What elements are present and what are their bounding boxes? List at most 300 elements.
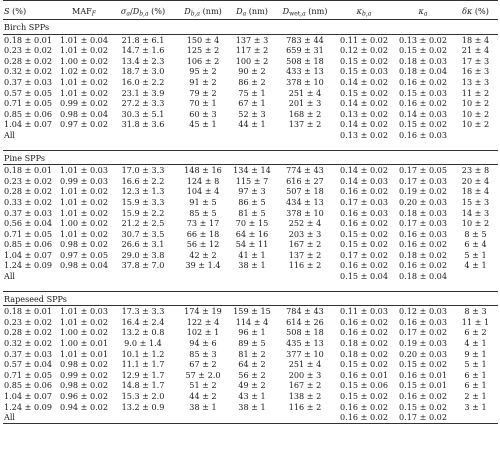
table-row: [3, 380, 498, 391]
table-cell: 29.0 ± 3.8: [121, 249, 165, 260]
table-cell: 16.6 ± 2.2: [121, 175, 165, 186]
table-cell: 86 ± 5: [238, 196, 266, 207]
table-cell: [229, 130, 275, 141]
table-cell: 6 ± 1: [464, 380, 487, 391]
table-cell: 0.28 ± 0.02: [4, 327, 52, 338]
table-cell: 17.3 ± 3.3: [121, 306, 165, 317]
table-cell: 51 ± 2: [189, 380, 217, 391]
spacer-cell: [3, 282, 498, 292]
table-cell: 1.01 ± 0.02: [60, 186, 108, 197]
table-cell: 117 ± 2: [235, 45, 269, 56]
table-cell: [59, 271, 109, 282]
table-cell: 150 ± 4: [186, 34, 220, 45]
table-row: [3, 391, 498, 402]
table-cell: 67 ± 2: [189, 359, 217, 370]
table-cell: 23 ± 8: [461, 165, 490, 176]
table-cell: 138 ± 2: [288, 391, 322, 401]
table-cell: 1.04 ± 0.07: [4, 391, 52, 401]
table-cell: 1.00 ± 0.02: [60, 55, 108, 66]
table-cell: 0.13 ± 0.02: [399, 34, 447, 45]
table-cell: 433 ± 13: [286, 66, 324, 77]
table-cell: 0.18 ± 0.03: [399, 207, 447, 218]
table-cell: 15 ± 3: [461, 196, 490, 207]
table-cell: 148 ± 16: [184, 165, 222, 176]
table-row: [3, 229, 498, 240]
table-cell: 783 ± 44: [286, 34, 324, 45]
table-cell: 27.2 ± 3.3: [121, 98, 165, 109]
table-cell: 0.14 ± 0.02: [340, 119, 388, 130]
table-cell: 0.15 ± 0.03: [340, 66, 388, 77]
table-cell: 0.17 ± 0.02: [399, 327, 447, 338]
table-cell: 14.8 ± 1.7: [121, 380, 165, 391]
table-cell: 8 ± 5: [464, 228, 487, 239]
table-cell: 0.37 ± 0.03: [4, 207, 52, 218]
table-cell: 1.04 ± 0.07: [4, 249, 52, 260]
table-cell: All: [3, 412, 59, 423]
table-cell: 0.15 ± 0.02: [340, 87, 388, 98]
table-cell: 2 ± 1: [464, 391, 487, 401]
table-cell: 0.99 ± 0.02: [60, 98, 108, 109]
table-cell: 30.3 ± 5.1: [121, 108, 165, 119]
table-cell: 167 ± 2: [288, 380, 322, 391]
table-row: [3, 119, 498, 130]
table-cell: 1.01 ± 0.02: [60, 76, 108, 87]
table-cell: 18.7 ± 3.0: [121, 66, 165, 77]
table-cell: 0.96 ± 0.02: [60, 391, 108, 401]
table-cell: 52 ± 3: [238, 108, 266, 119]
table-row: [3, 208, 498, 219]
table-cell: 21.2 ± 2.5: [121, 218, 165, 229]
table-cell: [109, 412, 177, 423]
table-cell: 100 ± 2: [235, 55, 269, 66]
table-cell: 0.16 ± 0.02: [399, 239, 447, 250]
table-cell: 0.15 ± 0.02: [399, 401, 447, 412]
table-cell: 0.16 ± 0.02: [340, 327, 388, 338]
table-cell: 57 ± 2.0: [185, 369, 221, 380]
table-cell: 13.4 ± 2.3: [121, 55, 165, 66]
table-cell: 0.13 ± 0.02: [340, 129, 388, 140]
table-cell: 507 ± 18: [286, 186, 324, 197]
table-cell: 0.14 ± 0.02: [340, 98, 388, 109]
table-cell: 6 ± 2: [464, 327, 487, 338]
table-cell: 0.16 ± 0.03: [399, 228, 447, 239]
table-row: [3, 359, 498, 370]
col-header-dwet: $D_{wet,a}$ (nm): [275, 1, 335, 20]
table-cell: 0.98 ± 0.02: [60, 359, 108, 370]
table-cell: 1.01 ± 0.02: [60, 316, 108, 327]
table-cell: 0.16 ± 0.03: [340, 207, 388, 218]
table-cell: 0.15 ± 0.02: [340, 359, 388, 370]
table-cell: [177, 412, 229, 423]
table-cell: 0.14 ± 0.03: [399, 108, 447, 119]
table-cell: 0.11 ± 0.03: [340, 306, 388, 317]
table-row: [3, 412, 498, 423]
group-title: Pine SPPs: [3, 150, 498, 165]
table-cell: 116 ± 2: [288, 401, 322, 412]
table-cell: 66 ± 18: [186, 228, 220, 239]
table-row: [3, 370, 498, 381]
table-cell: 508 ± 18: [286, 327, 324, 338]
table-cell: 44 ± 2: [189, 391, 217, 401]
table-cell: 81 ± 2: [238, 348, 266, 359]
table-cell: 10.1 ± 1.2: [121, 348, 165, 359]
table-cell: 1.00 ± 0.01: [60, 338, 108, 349]
table-cell: 26.6 ± 3.1: [121, 239, 165, 250]
table-cell: 0.13 ± 0.02: [340, 108, 388, 119]
table-cell: All: [4, 129, 16, 140]
col-header-da: $D_a$ (nm): [229, 1, 275, 20]
table-cell: 0.12 ± 0.03: [399, 306, 447, 317]
table-cell: 0.32 ± 0.02: [4, 338, 52, 349]
table-cell: 0.37 ± 0.03: [4, 76, 52, 87]
table-cell: 0.37 ± 0.03: [4, 348, 52, 359]
table-cell: 0.16 ± 0.02: [340, 186, 388, 197]
table-cell: 1.01 ± 0.02: [60, 207, 108, 218]
table-cell: 0.17 ± 0.02: [393, 412, 453, 423]
table-cell: 21 ± 4: [461, 45, 490, 56]
col-header-kappa-a: $\kappa_a$: [393, 1, 453, 20]
table-cell: 67 ± 1: [238, 98, 266, 109]
table-row: [3, 34, 498, 45]
table-cell: 86 ± 2: [238, 76, 266, 87]
table-cell: 116 ± 2: [288, 260, 322, 271]
table-cell: 90 ± 2: [238, 66, 266, 77]
table-body: [3, 20, 498, 424]
table-cell: 91 ± 5: [189, 196, 217, 207]
table-cell: 0.18 ± 0.04: [399, 271, 447, 282]
table-cell: 11.1 ± 1.7: [121, 359, 165, 370]
table-cell: 1.04 ± 0.07: [4, 119, 52, 130]
table-cell: 1.01 ± 0.03: [60, 165, 108, 176]
table-cell: [275, 412, 335, 423]
table-cell: 104 ± 4: [186, 186, 220, 197]
table-cell: 0.15 ± 0.02: [399, 359, 447, 370]
table-cell: 0.17 ± 0.05: [399, 165, 447, 176]
table-row: [3, 186, 498, 197]
table-cell: 0.16 ± 0.03: [399, 316, 447, 327]
table-cell: 0.11 ± 0.02: [340, 34, 388, 45]
table-cell: 11 ± 2: [461, 87, 490, 98]
table-cell: [453, 130, 498, 141]
table-cell: 45 ± 1: [189, 119, 217, 130]
table-cell: 64 ± 16: [235, 228, 269, 239]
table-cell: 85 ± 5: [189, 207, 217, 218]
table-cell: 16.4 ± 2.4: [121, 316, 165, 327]
table-cell: 81 ± 5: [238, 207, 266, 218]
table-cell: 30.7 ± 3.5: [121, 228, 165, 239]
table-cell: 0.16 ± 0.02: [340, 218, 388, 229]
table-cell: 134 ± 14: [233, 165, 271, 176]
table-cell: 378 ± 10: [286, 76, 324, 87]
table-cell: 8 ± 3: [464, 306, 487, 317]
table-cell: 0.19 ± 0.03: [399, 338, 447, 349]
table-cell: 0.98 ± 0.02: [60, 380, 108, 391]
col-header-sigma-ratio: $\sigma_a/D_{b,a}$ (%): [109, 1, 177, 20]
table-cell: 102 ± 1: [186, 327, 220, 338]
table-row: [3, 317, 498, 328]
table-cell: 1.01 ± 0.02: [60, 196, 108, 207]
table-cell: [453, 271, 498, 282]
table-cell: 125 ± 2: [186, 45, 220, 56]
table-cell: 0.98 ± 0.02: [60, 239, 108, 250]
table-cell: 203 ± 3: [288, 228, 322, 239]
table-cell: 0.16 ± 0.02: [340, 260, 388, 271]
table-cell: 0.57 ± 0.05: [4, 87, 52, 98]
header-row: [3, 1, 498, 20]
table-cell: 774 ± 43: [286, 165, 324, 176]
table-cell: 0.15 ± 0.02: [340, 239, 388, 250]
table-row: [3, 66, 498, 77]
table-cell: 0.17 ± 0.03: [340, 196, 388, 207]
table-cell: 0.32 ± 0.02: [4, 66, 52, 77]
table-cell: 0.14 ± 0.03: [340, 175, 388, 186]
table-cell: 252 ± 4: [288, 218, 322, 229]
table-row: [3, 349, 498, 360]
table-row: [3, 402, 498, 413]
table-cell: 200 ± 3: [288, 369, 322, 380]
table-row: [3, 250, 498, 261]
table-cell: 6 ± 1: [464, 369, 487, 380]
col-header-kappa-ba: $\kappa_{b,a}$: [335, 1, 393, 20]
table-cell: [453, 412, 498, 423]
table-cell: 106 ± 2: [186, 55, 220, 66]
table-cell: [177, 130, 229, 141]
table-cell: 0.15 ± 0.02: [399, 119, 447, 130]
table-cell: 13.2 ± 0.9: [121, 401, 165, 412]
table-row: [3, 218, 498, 229]
table-cell: 6 ± 4: [464, 239, 487, 250]
table-cell: 1.24 ± 0.09: [4, 260, 52, 271]
table-cell: 251 ± 4: [288, 87, 322, 98]
group-spacer: [3, 282, 498, 292]
col-header-maf: $MAF_F$: [59, 1, 109, 20]
table-cell: 114 ± 4: [235, 316, 269, 327]
table-cell: 0.18 ± 0.01: [4, 165, 52, 176]
table-cell: 0.98 ± 0.04: [60, 108, 108, 119]
table-cell: 0.94 ± 0.02: [60, 401, 108, 412]
table-cell: 17 ± 3: [461, 55, 490, 66]
col-header-delta-kappa: δκ (%): [453, 1, 498, 20]
table-cell: 1.01 ± 0.01: [60, 348, 108, 359]
table-cell: 23.1 ± 3.9: [121, 87, 165, 98]
table-cell: 0.12 ± 0.02: [340, 45, 388, 56]
table-cell: 73 ± 17: [186, 218, 220, 229]
table-cell: 1.01 ± 0.04: [60, 34, 108, 45]
table-cell: 0.19 ± 0.02: [399, 186, 447, 197]
table-cell: 0.16 ± 0.01: [340, 369, 388, 380]
table-cell: 0.15 ± 0.03: [399, 87, 447, 98]
table-row: [3, 239, 498, 250]
table-cell: 11 ± 1: [461, 316, 490, 327]
table-cell: [275, 271, 335, 282]
table-cell: 168 ± 2: [288, 108, 322, 119]
table-cell: 159 ± 15: [233, 306, 271, 317]
spacer-cell: [3, 141, 498, 151]
table-cell: 89 ± 5: [238, 338, 266, 349]
table-cell: 0.97 ± 0.05: [60, 249, 108, 260]
table-cell: 784 ± 43: [286, 306, 324, 317]
table-cell: 0.16 ± 0.02: [399, 76, 447, 87]
table-cell: 42 ± 2: [189, 249, 217, 260]
table-cell: 4 ± 1: [464, 338, 487, 349]
table-cell: 0.17 ± 0.03: [399, 175, 447, 186]
table-cell: 0.97 ± 0.02: [60, 119, 108, 130]
table-cell: 0.14 ± 0.02: [340, 76, 388, 87]
table-cell: 10 ± 2: [461, 119, 490, 130]
table-cell: 0.16 ± 0.02: [335, 412, 393, 423]
table-cell: 60 ± 3: [189, 108, 217, 119]
table-cell: 0.15 ± 0.06: [340, 380, 388, 391]
table-cell: 0.16 ± 0.02: [340, 401, 388, 412]
table-cell: 1.00 ± 0.02: [60, 327, 108, 338]
table-cell: 0.99 ± 0.02: [60, 369, 108, 380]
table-cell: [109, 271, 177, 282]
table-row: [3, 77, 498, 88]
table-cell: 0.15 ± 0.02: [340, 391, 388, 401]
group-title: Rapeseed SPPs: [3, 291, 498, 306]
table-cell: 0.85 ± 0.06: [4, 380, 52, 391]
table-cell: 0.18 ± 0.02: [340, 348, 388, 359]
table-cell: 10 ± 2: [461, 218, 490, 229]
table-cell: 0.23 ± 0.02: [4, 45, 52, 56]
table-cell: 0.15 ± 0.04: [340, 271, 388, 282]
table-cell: 0.20 ± 0.03: [399, 348, 447, 359]
table-cell: 659 ± 31: [286, 45, 324, 56]
table-row: [3, 109, 498, 120]
table-cell: 15.3 ± 2.0: [121, 391, 165, 401]
table-cell: 37.8 ± 7.0: [121, 260, 165, 271]
table-cell: 38 ± 1: [238, 260, 266, 271]
table-cell: 15.9 ± 3.3: [121, 196, 165, 207]
table-cell: 16 ± 3: [461, 66, 490, 77]
table-cell: 0.20 ± 0.03: [399, 196, 447, 207]
table-cell: 174 ± 19: [184, 306, 222, 317]
table-cell: 43 ± 1: [238, 391, 266, 401]
table-cell: 79 ± 2: [189, 87, 217, 98]
table-cell: 13 ± 3: [461, 76, 490, 87]
table-cell: 0.99 ± 0.03: [60, 175, 108, 186]
table-cell: 137 ± 3: [235, 34, 269, 45]
table-cell: 18 ± 4: [461, 186, 490, 197]
table-cell: 14 ± 3: [461, 207, 490, 218]
table-cell: 251 ± 4: [288, 359, 322, 370]
col-header-s: S (%): [3, 1, 59, 20]
table-cell: [229, 412, 275, 423]
table-cell: 85 ± 3: [189, 348, 217, 359]
table-cell: 115 ± 7: [235, 175, 269, 186]
group-header-row: [3, 291, 498, 306]
table-row: [3, 130, 498, 141]
table-cell: 39 ± 1.4: [185, 260, 221, 271]
table-cell: 44 ± 1: [238, 119, 266, 130]
table-cell: 21.8 ± 6.1: [121, 34, 165, 45]
table-cell: 70 ± 15: [235, 218, 269, 229]
table-cell: 0.16 ± 0.01: [399, 369, 447, 380]
table-cell: 378 ± 10: [286, 207, 324, 218]
table-cell: 0.28 ± 0.02: [4, 55, 52, 66]
group-header-row: [3, 150, 498, 165]
table-cell: 0.23 ± 0.02: [4, 175, 52, 186]
table-cell: 0.15 ± 0.02: [340, 55, 388, 66]
table-cell: 1.02 ± 0.02: [60, 66, 108, 77]
table-cell: 1.00 ± 0.02: [60, 218, 108, 229]
table-row: [3, 176, 498, 187]
group-header-row: [3, 20, 498, 35]
table-cell: 0.15 ± 0.02: [399, 45, 447, 56]
table-cell: 49 ± 2: [238, 380, 266, 391]
table-row: [3, 338, 498, 349]
table-cell: [59, 412, 109, 423]
table-cell: 616 ± 27: [286, 175, 324, 186]
table-cell: 70 ± 1: [189, 98, 217, 109]
table-cell: 0.28 ± 0.02: [4, 186, 52, 197]
table-row: [3, 88, 498, 99]
table-cell: 38 ± 1: [189, 401, 217, 412]
table-row: [3, 306, 498, 317]
table-cell: 16.0 ± 2.2: [121, 76, 165, 87]
table-cell: [59, 130, 109, 141]
table-cell: [177, 271, 229, 282]
table-cell: 0.57 ± 0.04: [4, 359, 52, 370]
table-cell: 0.18 ± 0.01: [4, 306, 52, 317]
col-header-dba: $D_{b,a}$ (nm): [177, 1, 229, 20]
table-cell: All: [4, 271, 16, 282]
table-cell: 0.16 ± 0.03: [399, 129, 447, 140]
table-cell: 31.8 ± 3.6: [121, 119, 165, 130]
table-cell: 10 ± 2: [461, 98, 490, 109]
table-cell: 54 ± 11: [235, 239, 269, 250]
table-cell: 0.16 ± 0.02: [340, 316, 388, 327]
table-cell: 0.71 ± 0.05: [4, 98, 52, 109]
table-cell: 38 ± 1: [238, 401, 266, 412]
table-cell: 1.01 ± 0.02: [60, 87, 108, 98]
table-cell: 12.9 ± 1.7: [121, 369, 165, 380]
table-cell: 0.17 ± 0.03: [399, 218, 447, 229]
table-cell: 10 ± 2: [461, 108, 490, 119]
table-cell: 0.18 ± 0.02: [399, 249, 447, 260]
table-cell: 0.71 ± 0.05: [4, 369, 52, 380]
table-cell: 0.15 ± 0.01: [399, 380, 447, 391]
table-cell: 0.85 ± 0.06: [4, 108, 52, 119]
table-cell: 0.23 ± 0.02: [4, 316, 52, 327]
table-cell: 1.01 ± 0.03: [60, 306, 108, 317]
table-cell: 137 ± 2: [288, 249, 322, 260]
table-cell: 5 ± 1: [464, 359, 487, 370]
table-cell: 0.18 ± 0.02: [340, 338, 388, 349]
table-row: [3, 56, 498, 67]
table-cell: 0.15 ± 0.02: [340, 228, 388, 239]
table-cell: 122 ± 4: [186, 316, 220, 327]
table-cell: 0.16 ± 0.02: [399, 260, 447, 271]
table-cell: 3 ± 1: [464, 401, 487, 412]
table-cell: 20 ± 4: [461, 175, 490, 186]
table-cell: 508 ± 18: [286, 55, 324, 66]
table-cell: 9 ± 1: [464, 348, 487, 359]
table-cell: 0.71 ± 0.05: [4, 228, 52, 239]
table-cell: [109, 130, 177, 141]
table-cell: 56 ± 2: [238, 369, 266, 380]
table-row: [3, 165, 498, 176]
table-cell: 75 ± 1: [238, 87, 266, 98]
table-cell: 97 ± 3: [238, 186, 266, 197]
table-cell: [275, 130, 335, 141]
table-cell: 0.98 ± 0.04: [60, 260, 108, 271]
table-cell: 94 ± 6: [189, 338, 217, 349]
table-row: [3, 98, 498, 109]
table-cell: 0.56 ± 0.04: [4, 218, 52, 229]
table-row: [3, 260, 498, 271]
table-row: [3, 45, 498, 56]
